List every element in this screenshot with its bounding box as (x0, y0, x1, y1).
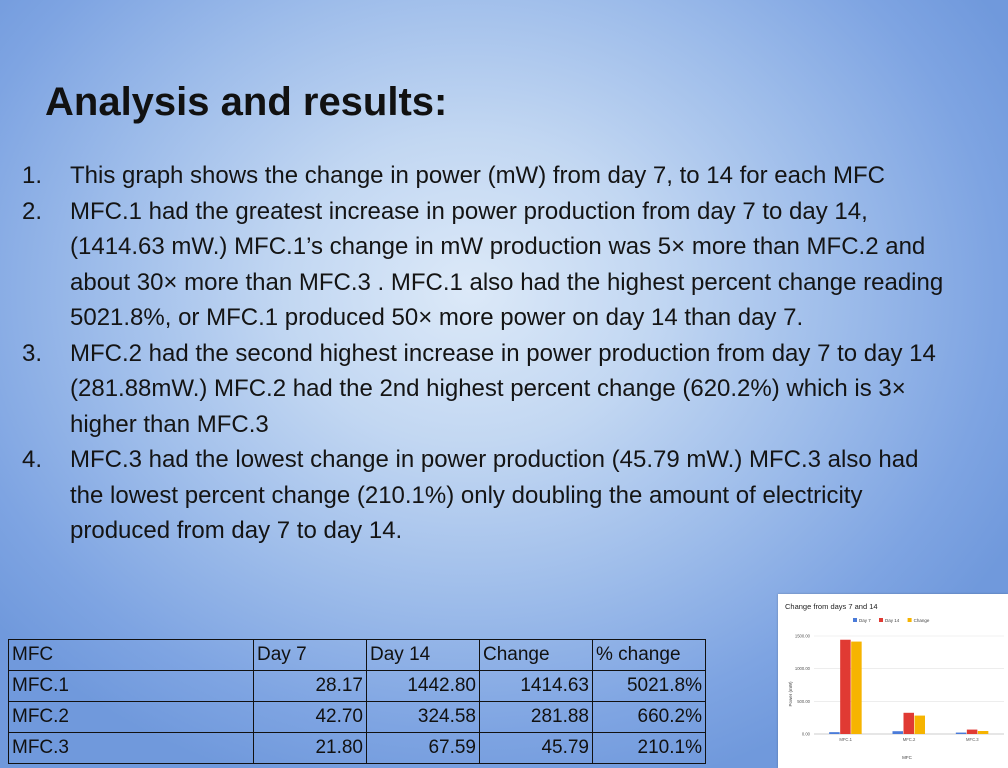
y-tick-label: 1000.00 (794, 666, 810, 672)
table-cell: 42.70 (254, 702, 367, 733)
results-list (22, 158, 952, 549)
x-tick-label: MFC.3 (966, 737, 979, 742)
legend-swatch (853, 618, 857, 622)
item-text: MFC.1 had the greatest increase in power production from day 7 to day 14, (1414.63 mW.) MFC.1’s change in mW production was 5× more than MFC.2 and about 30× more than MFC.3 . MFC.1 also had the highest percent change reading 5021.8%, or MFC.1 produced 50× more power on day 14 than day 7. (70, 197, 944, 331)
chart-card (778, 594, 1008, 768)
x-axis-ticks (839, 737, 979, 742)
table-header-row (9, 640, 706, 671)
table-cell: MFC.1 (9, 671, 254, 702)
table-row (9, 702, 706, 733)
chart-bars (829, 640, 988, 734)
table-cell: 28.17 (254, 671, 367, 702)
legend-label: Day 7 (859, 618, 871, 623)
bar (956, 733, 967, 734)
table-cell: 45.79 (480, 733, 593, 764)
y-axis-label: Power (mW) (788, 681, 793, 707)
item-number: 4. (22, 446, 43, 473)
legend-swatch (908, 618, 912, 622)
data-table (8, 639, 706, 764)
table-cell: 324.58 (367, 702, 480, 733)
item-text: This graph shows the change in power (mW) from day 7, to 14 for each MFC (70, 162, 886, 189)
item-number: 3. (22, 339, 43, 367)
bar-chart (778, 594, 1008, 768)
legend-swatch (879, 618, 883, 622)
results-item (22, 336, 952, 443)
table-row (9, 671, 706, 702)
chart-legend (853, 618, 930, 623)
header-cell: Day 14 (367, 640, 480, 671)
table-cell: 5021.8% (593, 671, 706, 702)
legend-label: Change (913, 618, 930, 623)
table-cell: 21.80 (254, 733, 367, 764)
bar (840, 640, 851, 734)
table-cell: 1414.63 (480, 671, 593, 702)
x-tick-label: MFC.1 (839, 737, 852, 742)
bar (967, 730, 978, 734)
x-tick-label: MFC.2 (902, 737, 916, 742)
bar (904, 713, 915, 734)
table-cell: MFC.3 (9, 733, 254, 764)
y-axis-ticks (795, 634, 811, 737)
results-item (22, 194, 952, 336)
header-cell: % change (593, 640, 706, 671)
table-cell: 660.2% (593, 702, 706, 733)
y-tick-label: 500.00 (797, 698, 810, 704)
chart-title: Change from days 7 and 14 (785, 602, 878, 611)
bar (978, 731, 989, 734)
table-cell: 67.59 (367, 733, 480, 764)
x-axis-label: MFC (902, 755, 912, 760)
bar (829, 732, 840, 734)
table-row (9, 733, 706, 764)
bar (915, 716, 926, 734)
bar (851, 642, 862, 734)
item-text: MFC.3 had the lowest change in power production (45.79 mW.) MFC.3 also had the lowest percent change (210.1%) only doubling the amount of electricity produced from day 7 to day 14. (70, 446, 919, 544)
item-number: 2. (22, 197, 43, 225)
table-cell: 1442.80 (367, 671, 480, 702)
y-tick-label: 0.00 (801, 731, 810, 737)
slide-title: Analysis and results: (45, 80, 448, 124)
header-cell: MFC (9, 640, 254, 671)
table-cell: 210.1% (593, 733, 706, 764)
legend-label: Day 14 (885, 618, 900, 623)
results-item (22, 158, 952, 194)
table-cell: 281.88 (480, 702, 593, 733)
item-text: MFC.2 had the second highest increase in power production from day 7 to day 14 (281.88mW.) MFC.2 had the 2nd highest percent change (620.2%) which is 3× higher than MFC.3 (70, 339, 936, 438)
results-item (22, 442, 952, 549)
header-cell: Change (480, 640, 593, 671)
table-cell: MFC.2 (9, 702, 254, 733)
y-tick-label: 1500.00 (794, 633, 810, 639)
bar (893, 731, 904, 734)
header-cell: Day 7 (254, 640, 367, 671)
item-number: 1. (22, 162, 43, 189)
